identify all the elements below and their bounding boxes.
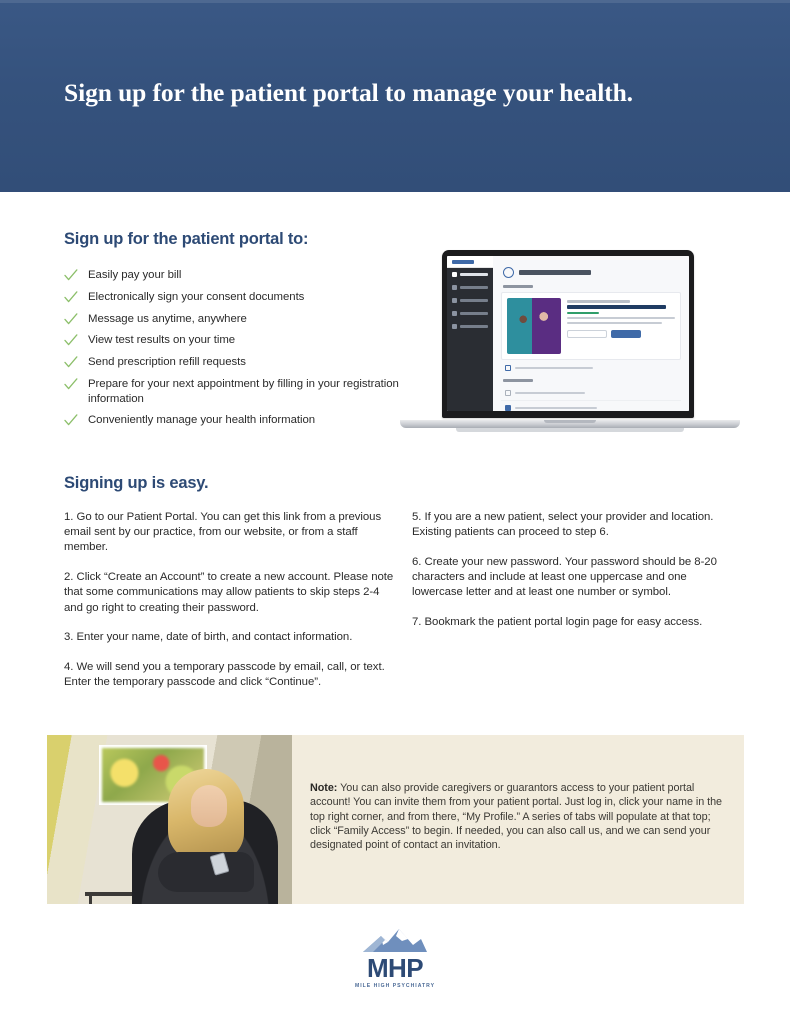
logo-tagline: MILE HIGH PSYCHIATRY xyxy=(355,983,435,989)
step-item: 4. We will send you a temporary passcode by email, call, or text. Enter the temporary passcode and click “Continue”. xyxy=(64,660,385,689)
portal-appointment-card xyxy=(501,292,681,360)
step-item: 7. Bookmark the patient portal login page for easy access. xyxy=(412,616,703,629)
laptop-foot xyxy=(456,428,684,432)
check-icon xyxy=(64,414,88,428)
list-item xyxy=(64,377,414,406)
portal-appointments-label xyxy=(503,285,533,288)
portal-nav-appointments xyxy=(447,281,493,294)
laptop-lid xyxy=(442,250,694,418)
portal-message-row xyxy=(501,401,681,411)
check-icon xyxy=(64,334,88,348)
list-item-label: Electronically sign your consent documents xyxy=(88,290,305,303)
mountain-icon xyxy=(361,928,429,954)
laptop-base xyxy=(400,420,740,428)
list-item-label: View test results on your time xyxy=(88,334,236,347)
brand-logo xyxy=(0,928,790,992)
check-icon xyxy=(64,269,88,283)
portal-main xyxy=(493,256,689,411)
list-item xyxy=(64,268,414,283)
step-item: 6. Create your new password. Your password should be 8-20 characters and include at least one uppercase and one lowercase letter and at least one number or symbol. xyxy=(412,555,717,599)
check-icon xyxy=(64,291,88,305)
benefits-list xyxy=(64,268,414,435)
portal-logo xyxy=(447,256,493,268)
check-icon xyxy=(64,378,88,392)
benefits-heading: Sign up for the patient portal to: xyxy=(64,230,309,248)
note-label: Note: xyxy=(310,782,338,794)
page-title: Sign up for the patient portal to manage your health. xyxy=(64,78,633,107)
header-banner xyxy=(0,0,790,192)
steps-heading: Signing up is easy. xyxy=(64,474,209,492)
steps-right-column xyxy=(412,510,732,630)
list-item-label: Send prescription refill requests xyxy=(88,356,246,369)
step-item: 1. Go to our Patient Portal. You can get this link from a previous email sent by our practice, from our website, or from a staff member. xyxy=(64,511,382,554)
portal-greeting xyxy=(503,267,681,278)
appointment-thumbnail xyxy=(507,298,561,354)
step-item: 3. Enter your name, date of birth, and contact information. xyxy=(64,631,353,644)
list-item-label: Prepare for your next appointment by filling in your registration information xyxy=(88,377,399,405)
note-text xyxy=(310,781,730,852)
step-item: 5. If you are a new patient, select your provider and location. Existing patients can proceed to step 6. xyxy=(412,511,714,539)
portal-screenshot xyxy=(447,256,689,411)
list-item-label: Conveniently manage your health information xyxy=(88,414,316,427)
portal-nav-records xyxy=(447,307,493,320)
change-appointment-button xyxy=(567,330,607,338)
list-item-label: Message us anytime, anywhere xyxy=(88,312,247,325)
laptop-mockup-image xyxy=(400,248,740,438)
portal-nav-profile xyxy=(447,320,493,333)
portal-nav-home xyxy=(447,268,493,281)
note-callout xyxy=(47,735,744,904)
logo-wordmark: MHP xyxy=(367,953,423,983)
list-item xyxy=(64,413,414,428)
steps-left-column xyxy=(64,510,394,690)
note-photo xyxy=(47,735,292,904)
check-icon xyxy=(64,356,88,370)
list-item-label: Easily pay your bill xyxy=(88,269,182,281)
step-item: 2. Click “Create an Account” to create a new account. Please note that some communications may allow patients to skip steps 2-4 and go right to creating their password. xyxy=(64,571,394,614)
portal-sidebar xyxy=(447,256,493,411)
list-item xyxy=(64,333,414,348)
portal-message-row xyxy=(501,386,681,401)
list-item xyxy=(64,312,414,327)
portal-schedule-row xyxy=(505,365,681,371)
confirm-button xyxy=(611,330,641,338)
portal-nav-billing xyxy=(447,294,493,307)
check-icon xyxy=(64,313,88,327)
list-item xyxy=(64,355,414,370)
list-item xyxy=(64,290,414,305)
portal-messages-label xyxy=(503,379,533,382)
person-figure xyxy=(128,769,278,904)
note-body: You can also provide caregivers or guarantors access to your patient portal account! You can invite them from your patient portal. Just log in, click your name in the top right corner, and from there, “My Profile.” A series of tabs will populate at that top; click “Family Access” to begin. If needed, you can also call us, and we can send your designated point of contact an invitation. xyxy=(310,782,723,852)
avatar xyxy=(503,267,514,278)
